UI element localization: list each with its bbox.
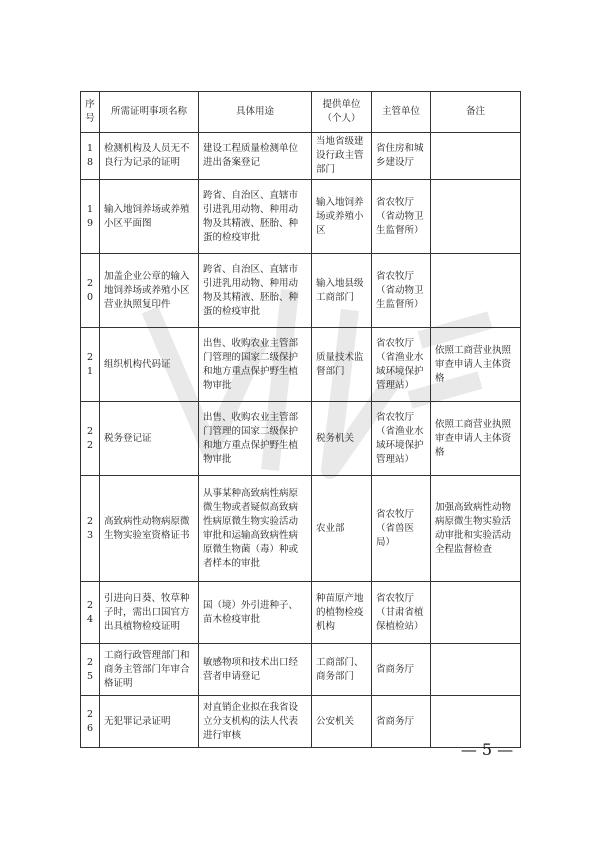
cell-name: 无犯罪记录证明: [100, 696, 199, 748]
cell-seq: 24: [81, 582, 100, 644]
cell-name: 高致病性动物病原微生物实验室资格证书: [100, 476, 199, 582]
cell-provider: 工商部门、商务部门: [312, 644, 372, 696]
certification-table: [80, 91, 521, 748]
cell-usage: 从事某种高致病性病原微生物或者疑似高致病性病原微生物实验活动审批和运输高致病性病原微生物菌（毒）种或者样本的审批: [199, 476, 312, 582]
table-row: [81, 402, 521, 476]
cell-usage: 建设工程质量检测单位进出备案登记: [199, 133, 312, 180]
cell-usage: 国（境）外引进种子、苗木检疫审批: [199, 582, 312, 644]
table-row: [81, 133, 521, 180]
page-number: — 5 —: [460, 740, 514, 759]
cell-dept: 省农牧厅（甘肃省植保植检站）: [372, 582, 431, 644]
header-dept: 主管单位: [372, 92, 431, 133]
cell-dept: 省住房和城乡建设厅: [372, 133, 431, 180]
cell-seq: 21: [81, 328, 100, 402]
cell-usage: 跨省、自治区、直辖市引进乳用动物、种用动物及其精液、胚胎、种蛋的检疫审批: [199, 180, 312, 254]
cell-note: [431, 582, 521, 644]
table-row: [81, 180, 521, 254]
cell-seq: 25: [81, 644, 100, 696]
table-row: [81, 644, 521, 696]
cell-name: 检测机构及人员无不良行为记录的证明: [100, 133, 199, 180]
cell-provider: 输入地饲养场或养殖小区: [312, 180, 372, 254]
cell-seq: 20: [81, 254, 100, 328]
cell-dept: 省商务厅: [372, 696, 431, 748]
cell-name: 输入地饲养场或养殖小区平面图: [100, 180, 199, 254]
table-header-row: [81, 92, 521, 133]
cell-usage: 敏感物项和技术出口经营者申请登记: [199, 644, 312, 696]
cell-name: 工商行政管理部门和商务主管部门年审合格证明: [100, 644, 199, 696]
cell-name: 引进向日葵、牧草种子时，需出口国官方出具植物检疫证明: [100, 582, 199, 644]
header-note: 备注: [431, 92, 521, 133]
cell-usage: 对直销企业拟在我省设立分支机构的法人代表进行审核: [199, 696, 312, 748]
cell-provider: 农业部: [312, 476, 372, 582]
table-row: [81, 328, 521, 402]
cell-note: [431, 254, 521, 328]
cell-note: 依照工商营业执照审查申请人主体资格: [431, 402, 521, 476]
cell-note: [431, 644, 521, 696]
cell-usage: 出售、收购农业主管部门管理的国家二级保护和地方重点保护野生植物审批: [199, 402, 312, 476]
cell-name: 税务登记证: [100, 402, 199, 476]
cell-provider: 输入地县级工商部门: [312, 254, 372, 328]
cell-seq: 22: [81, 402, 100, 476]
header-seq: 序号: [81, 92, 100, 133]
cell-name: 组织机构代码证: [100, 328, 199, 402]
cell-dept: 省商务厅: [372, 644, 431, 696]
cell-dept: 省农牧厅（省渔业水域环境保护管理站）: [372, 402, 431, 476]
cell-usage: 出售、收购农业主管部门管理的国家二级保护和地方重点保护野生植物审批: [199, 328, 312, 402]
cell-dept: 省农牧厅（省动物卫生监督所）: [372, 254, 431, 328]
cell-provider: 质量技术监督部门: [312, 328, 372, 402]
cell-provider: 公安机关: [312, 696, 372, 748]
table-row: [81, 254, 521, 328]
cell-name: 加盖企业公章的输入地饲养场或养殖小区营业执照复印件: [100, 254, 199, 328]
cell-dept: 省农牧厅（省动物卫生监督所）: [372, 180, 431, 254]
cell-dept: 省农牧厅（省兽医局）: [372, 476, 431, 582]
table-row: [81, 582, 521, 644]
cell-provider: 当地省级建设行政主管部门: [312, 133, 372, 180]
cell-provider: 税务机关: [312, 402, 372, 476]
cell-note: 加强高致病性动物病原微生物实验活动审批和实验活动全程监督检查: [431, 476, 521, 582]
header-usage: 具体用途: [199, 92, 312, 133]
cell-note: 依照工商营业执照审查申请人主体资格: [431, 328, 521, 402]
cell-seq: 19: [81, 180, 100, 254]
header-provider: 提供单位（个人）: [312, 92, 372, 133]
cell-usage: 跨省、自治区、直辖市引进乳用动物、种用动物及其精液、胚胎、种蛋的检疫审批: [199, 254, 312, 328]
cell-dept: 省农牧厅（省渔业水域环境保护管理站）: [372, 328, 431, 402]
header-name: 所需证明事项名称: [100, 92, 199, 133]
cell-seq: 18: [81, 133, 100, 180]
cell-seq: 26: [81, 696, 100, 748]
cell-provider: 种苗原产地的植物检疫机构: [312, 582, 372, 644]
table-row: [81, 476, 521, 582]
cell-note: [431, 180, 521, 254]
cell-seq: 23: [81, 476, 100, 582]
cell-note: [431, 133, 521, 180]
